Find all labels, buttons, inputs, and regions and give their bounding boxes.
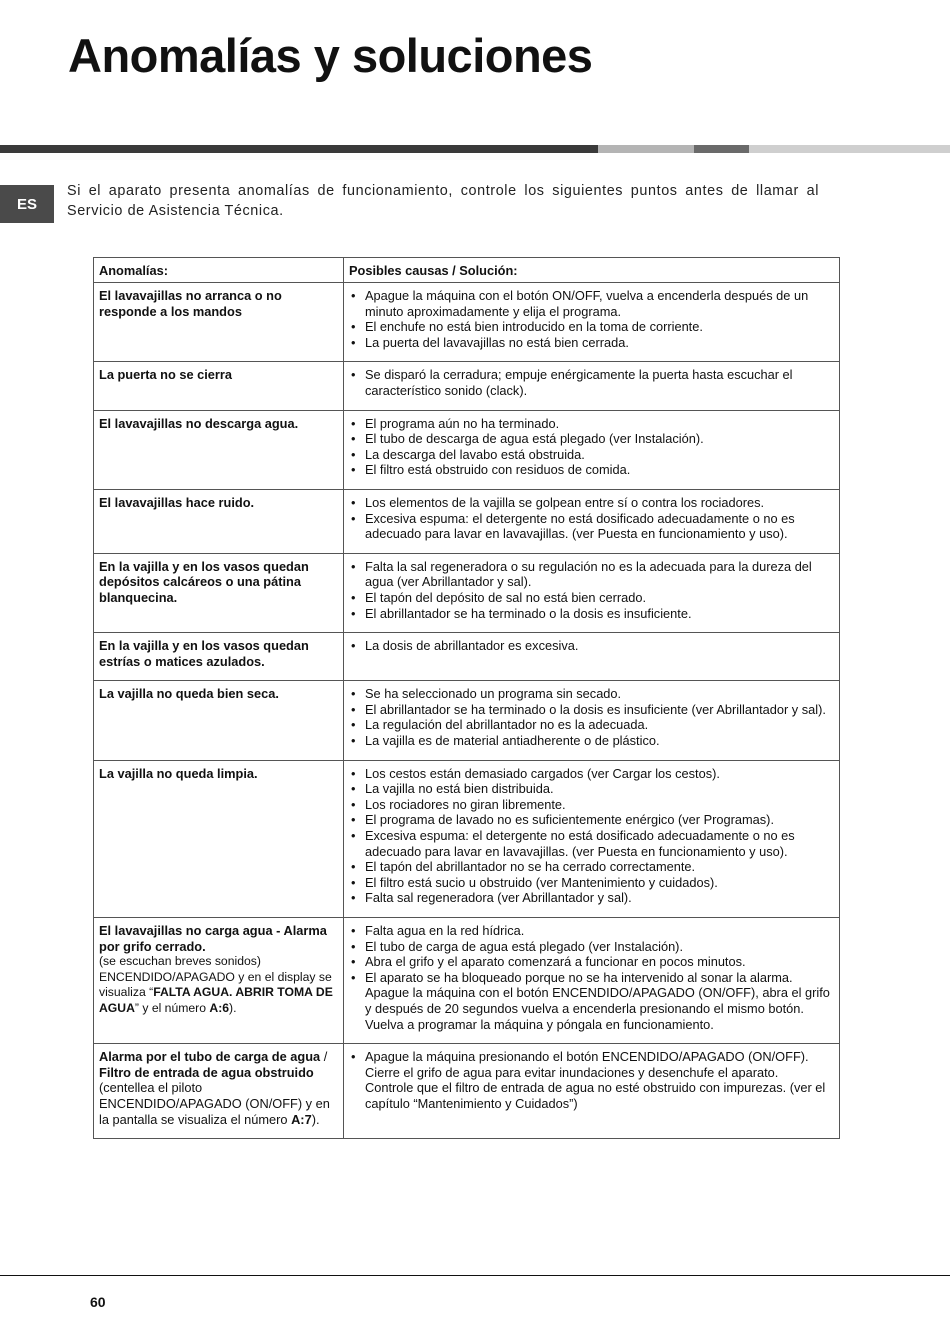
- anomaly-cell: El lavavajillas hace ruido.: [94, 489, 344, 553]
- solution-cell: [344, 362, 840, 410]
- solution-cell: [344, 283, 840, 362]
- solution-cell: [344, 760, 840, 917]
- anomaly-title: Alarma por el tubo de carga de agua: [99, 1049, 321, 1065]
- anomaly-cell: La vajilla no queda bien seca.: [94, 681, 344, 760]
- solution-item: • La regulación del abrillantador no es la adecuada.: [349, 717, 834, 733]
- solution-item: • El filtro está sucio u obstruido (ver Mantenimiento y cuidados).: [349, 875, 834, 891]
- solution-item: • El programa de lavado no es suficientemente enérgico (ver Programas).: [349, 812, 834, 828]
- solution-cell: [344, 410, 840, 489]
- solution-item: • Falta sal regeneradora (ver Abrillantador y sal).: [349, 890, 834, 906]
- solution-item: • El tapón del abrillantador no se ha cerrado correctamente.: [349, 859, 834, 875]
- solution-item: • La puerta del lavavajillas no está bien cerrada.: [349, 335, 834, 351]
- solution-cell: [344, 681, 840, 760]
- header-rule-light: [598, 145, 694, 153]
- solution-cell: [344, 918, 840, 1044]
- solution-item: • La descarga del lavabo está obstruida.: [349, 447, 834, 463]
- display-message: FALTA AGUA. ABRIR TOMA DE AGUA: [99, 985, 333, 1015]
- solution-item: • El programa aún no ha terminado.: [349, 416, 834, 432]
- solution-item: • Se disparó la cerradura; empuje enérgicamente la puerta hasta escuchar el característico sonido (clack).: [349, 367, 834, 398]
- solution-item: • Excesiva espuma: el detergente no está dosificado adecuadamente o no es adecuado para lavar en lavavajillas. (ver Puesta en funcionamiento y uso).: [349, 511, 834, 542]
- solution-item: • El abrillantador se ha terminado o la dosis es insuficiente (ver Abrillantador y sal).: [349, 702, 834, 718]
- solution-item: • El tubo de carga de agua está plegado (ver Instalación).: [349, 939, 834, 955]
- anomaly-note: [99, 954, 338, 1016]
- language-tab: ES: [0, 185, 54, 223]
- anomaly-title: Filtro de entrada de agua obstruido: [99, 1064, 314, 1080]
- anomaly-cell: [94, 1044, 344, 1139]
- page-title: Anomalías y soluciones: [68, 29, 593, 82]
- table-row: [94, 918, 840, 1044]
- solution-line: Apague la máquina presionando el botón ENCENDIDO/APAGADO (ON/OFF). Cierre el grifo de agua para evitar inundaciones y desenchufe el aparato.: [365, 1049, 809, 1080]
- header-rule-light-end: [749, 145, 950, 153]
- solution-item: • El aparato se ha bloqueado porque no se ha intervenido al sonar la alarma. Apague la máquina con el botón ENCENDIDO/APAGADO (ON/OFF), abra el grifo y después de 20 segundos vuelva a encenderla presionando el mismo botón. Vuelva a programar la máquina y póngala en funcionamiento.: [349, 970, 834, 1032]
- table-row: [94, 410, 840, 489]
- solution-item: • El abrillantador se ha terminado o la dosis es insuficiente.: [349, 606, 834, 622]
- table-row: [94, 1044, 840, 1139]
- solution-item: • Se ha seleccionado un programa sin secado.: [349, 686, 834, 702]
- solution-cell: [344, 1044, 840, 1139]
- solution-item: • Excesiva espuma: el detergente no está dosificado adecuadamente o no es adecuado para lavar en lavavajillas. (ver Puesta en funcionamiento y uso).: [349, 828, 834, 859]
- table-header-row: [94, 258, 840, 283]
- table-row: [94, 489, 840, 553]
- anomaly-title: El lavavajillas no carga agua - Alarma por grifo cerrado.: [99, 923, 327, 954]
- column-header-anomalies: Anomalías:: [94, 258, 344, 283]
- header-rule-mid: [694, 145, 749, 153]
- solution-item: • La dosis de abrillantador es excesiva.: [349, 638, 834, 654]
- solution-item: • Los rociadores no giran libremente.: [349, 797, 834, 813]
- solution-line: Controle que el filtro de entrada de agua no esté obstruido con impurezas. (ver el capítulo “Mantenimiento y Cuidados”): [365, 1080, 826, 1111]
- anomaly-cell: En la vajilla y en los vasos quedan depósitos calcáreos o una pátina blanquecina.: [94, 553, 344, 632]
- anomaly-cell: En la vajilla y en los vasos quedan estrías o matices azulados.: [94, 633, 344, 681]
- solution-item: • Los cestos están demasiado cargados (ver Cargar los cestos).: [349, 766, 834, 782]
- page-number: 60: [90, 1294, 106, 1310]
- table-row: [94, 633, 840, 681]
- anomaly-note-text: ENCENDIDO/APAGADO y en el display se visualiza “: [99, 969, 332, 1000]
- footer-rule: [0, 1275, 950, 1276]
- solution-item: • El tapón del depósito de sal no está bien cerrado.: [349, 590, 834, 606]
- solution-item: • Falta la sal regeneradora o su regulación no es la adecuada para la dureza del agua (ver Abrillantador y sal).: [349, 559, 834, 590]
- solution-cell: [344, 553, 840, 632]
- solution-cell: [344, 489, 840, 553]
- column-header-solutions: Posibles causas / Solución:: [344, 258, 840, 283]
- table-row: [94, 362, 840, 410]
- solution-item: • Apague la máquina con el botón ON/OFF, vuelva a encenderla después de un minuto aproximadamente y elija el programa.: [349, 288, 834, 319]
- header-rule-dark: [0, 145, 598, 153]
- table-row: [94, 283, 840, 362]
- solution-item: • La vajilla no está bien distribuida.: [349, 781, 834, 797]
- troubleshooting-table: [93, 257, 840, 1139]
- alarm-code: A:6: [209, 1000, 230, 1015]
- table-row: [94, 553, 840, 632]
- solution-cell: [344, 633, 840, 681]
- anomaly-cell: La puerta no se cierra: [94, 362, 344, 410]
- anomaly-note-text: ” y el número: [134, 1000, 210, 1015]
- solution-item: • Abra el grifo y el aparato comenzará a funcionar en pocos minutos.: [349, 954, 834, 970]
- anomaly-note-text: (centellea el piloto ENCENDIDO/APAGADO (ON/OFF) y en la pantalla se visualiza el número: [99, 1080, 330, 1127]
- header-rule: [0, 145, 950, 153]
- anomaly-cell: La vajilla no queda limpia.: [94, 760, 344, 917]
- anomaly-text: [99, 1049, 338, 1127]
- anomaly-separator: /: [320, 1049, 328, 1065]
- table-row: [94, 760, 840, 917]
- solution-item: • El tubo de descarga de agua está plegado (ver Instalación).: [349, 431, 834, 447]
- intro-text: Si el aparato presenta anomalías de funcionamiento, controle los siguientes puntos antes de llamar al Servicio de Asistencia Técnica.: [67, 183, 819, 219]
- alarm-code: A:7: [291, 1111, 312, 1127]
- anomaly-note-text: (se escuchan breves sonidos): [99, 954, 261, 969]
- solution-item: • Los elementos de la vajilla se golpean entre sí o contra los rociadores.: [349, 495, 834, 511]
- solution-item: • El enchufe no está bien introducido en la toma de corriente.: [349, 319, 834, 335]
- solution-item: • La vajilla es de material antiadherente o de plástico.: [349, 733, 834, 749]
- anomaly-cell: El lavavajillas no arranca o no responde a los mandos: [94, 283, 344, 362]
- solution-item: • Falta agua en la red hídrica.: [349, 923, 834, 939]
- anomaly-note-text: ).: [311, 1111, 320, 1127]
- solution-item: • El filtro está obstruido con residuos de comida.: [349, 462, 834, 478]
- anomaly-cell: El lavavajillas no descarga agua.: [94, 410, 344, 489]
- solution-item: [349, 1049, 834, 1111]
- table-row: [94, 681, 840, 760]
- anomaly-note-text: ).: [229, 1000, 237, 1015]
- anomaly-cell: [94, 918, 344, 1044]
